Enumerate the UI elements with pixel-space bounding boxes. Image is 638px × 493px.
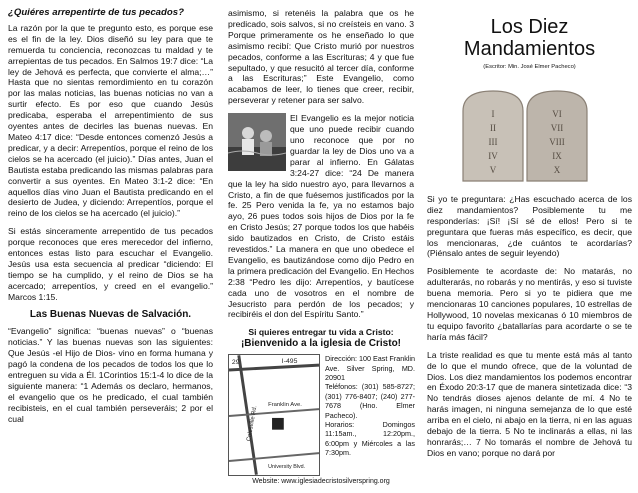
commandments-paragraph: La triste realidad es que tu mente está más al tanto de lo que el mundo ofrece, que de la voluntad de Dios. Los diez mandamientos los podemos encontrar en Éxodo 20:3-17 que de manera sintetizada dice: “3 No tendrás dioses ajenos delante de mí. 4 No te harás imagen, ni ninguna semejanza de lo que esté arriba en el cielo, ni abajo en la tierra, ni en las aguas debajo de la tierra. 5 No te inclinarás a ellas, ni las honrarás;… 7 No tomarás el nombre de Jehová tu Dios en vano; porque no dará por	[427, 349, 632, 458]
intro-question-paragraph: Si yo te preguntara: ¿Has escuchado acerca de los diez mandamientos? Posiblemente tu me responderías: ¡Sí! ¡Sí sé de ellos! Pero si te preguntara que fueras más específico, es decir, que los mencionaras, ¿de cuántos te acordarías? (Piénsalo antes de seguir leyendo)	[427, 193, 632, 259]
church-info	[325, 354, 415, 457]
schedule: Horarios: Domingos 11:15am., 12:20pm., 6:00pm y Miércoles a las 7:30pm.	[325, 420, 415, 458]
column-middle	[228, 8, 414, 488]
gospel-news-paragraph: El Evangelio es la mejor noticia que uno puede recibir cuando uno reconoce que por no guardar la ley de Dios uno va a parar al infierno. En Gálatas 3:24-27 dice: “24 De manera que la ley ha sido nuestro ayo, para llevarnos a Cristo, a fin de que fuésemos justificados por la fe. 25 Pero venida la fe, ya no estamos bajo ayo, 26 pues todos sois hijos de Dios por la fe en Cristo Jesús; 27 porque todos los que habéis sido bautizados en Cristo, de Cristo estáis revestidos.” La manera en que uno obedece el Evangelio, es bautizándose como dijo Pedro en la primera predicación del Evangelio. En Hechos 2:38 “Pedro les dijo: Arrepentíos, y bautícese cada uno de vosotros en el nombre de Jesucristo para perdón de los pecados; y recibiréis el don del Espíritu Santo.”	[228, 113, 414, 320]
church-location-map	[228, 354, 320, 476]
church-marker	[272, 418, 284, 430]
gospel-continuation-paragraph: asimismo, si retenéis la palabra que os he predicado, sois salvos, si no creísteis en vano. 3 Porque primeramente os he enseñado lo que asimismo recibí: Que Cristo murió por nuestros pecados, conforme a las Escrituras; 4 y que fue sepultado, y que resucitó al tercer día, conforme a las Escrituras;” Este Evangelio, como acabamos de leer, lo tienes que creer, recibir, perseverar y retener para ser salvo.	[228, 8, 414, 106]
website-link[interactable]: Website: www.iglesiadecristosilverspring.org	[252, 478, 390, 486]
location-section	[228, 354, 414, 476]
author-subtitle: (Escritor: Min. José Elmer Pacheco)	[483, 64, 576, 70]
rt29-label: 29	[231, 359, 240, 367]
invitation	[228, 327, 414, 350]
university-label: University Blvd.	[268, 464, 306, 471]
tablet-numeral: V	[489, 164, 496, 175]
address: Dirección: 100 East Franklin Ave. Silver Spring, MD. 20901	[325, 354, 415, 382]
tablet-numeral: VIII	[548, 136, 565, 147]
tablet-numeral: IX	[551, 150, 562, 161]
i495-label: I-495	[281, 358, 298, 366]
good-news-heading: Las Buenas Nuevas de Salvación.	[29, 308, 192, 320]
tablet-numeral: II	[489, 122, 496, 133]
column-left	[8, 8, 213, 432]
baptism-photo	[228, 113, 286, 171]
invitation-line: Si quieres entregar tu vida a Cristo:	[248, 327, 394, 338]
tablet-numeral: X	[553, 164, 560, 175]
memory-paragraph: Posiblemente te acordaste de: No matarás, no adulterarás, no robarás y no mentirás, y eso si tuviste buena memoria. Pero si yo te pidiera que me mencionaras 10 canciones populares, 10 estrellas de Hollywood, 10 novelas mexicanas ó 10 miembros de tu equipo favorito ¿batallarías para acordarte o se te haría más fácil?	[427, 266, 632, 342]
tablet-numeral: VII	[550, 122, 563, 133]
good-news-paragraph: “Evangelio” significa: “buenas nuevas” o “buenas noticias.” Y las buenas nuevas son las siguientes: Que Jesús -el Hijo de Dios- vino en forma humana y pagó la condena de los pecados de todos los que lo entreguen su vida a Él. 1Corintios 15:1-4 lo dice de la siguiente manera: “1 Además os declaro, hermanos, el evangelio que os he predicado, el cual también recibisteis, en el cual también perseveráis; 2 por el cual	[8, 326, 213, 424]
welcome-line: ¡Bienvenido a la iglesia de Cristo!	[240, 338, 402, 350]
repentance-paragraph: La razón por la que te pregunto esto, es porque ese es el fin de la ley. Dios diseñó su ley para que te remuerda tu conciencia, reconozcas tu maldad y te arrepientas de tus pecados. En Salmos 19:7 dice: “La ley de Jehová es perfecta, que convierte el alma;…” Hasta que no sientas remordimiento en tu corazón por las malas noticias, las buenas noticias no van a surtir efecto. Es por eso que cuando Jesús predicaba, esperaba el arrepentimiento de sus oyentes antes de decirles las buenas nuevas. En Mateo 4:17 dice: “Desde entonces comenzó Jesús a predicar, y a decir: Arrepentíos, porque el reino de los cielos se ha acercado (el juicio).” Días antes, Juan el Bautista estaba predicando las mismas palabras para convertir a sus oyentes. En Mateo 3:1-2 dice: “En aquellos días vino Juan el Bautista predicando en el desierto de Judea, y diciendo: Arrepentíos, porque el reino de los cielos se ha acercado (el juicio).”	[8, 22, 213, 219]
column-right	[427, 8, 632, 466]
sincere-repentance-paragraph: Si estás sinceramente arrepentido de tus pecados porque reconoces que eres merecedor del infierno, entonces estas listo para escuchar el Evangelio. Jesús usa esta secuencia al predicar “diciendo: El tiempo se ha cumplido, y el reino de Dios se ha acercado; arrepentíos, y creed en el evangelio.” Marcos 1:15.	[8, 226, 213, 302]
title: Los Diez Mandamientos	[463, 16, 596, 60]
phones: Teléfonos: (301) 585-8727; (301) 776-8407; (240) 277-7678 (Hno. Elmer Pacheco).	[325, 382, 415, 420]
tablet-numeral: III	[488, 136, 497, 147]
colesville-label: Colesville Rd.	[246, 405, 259, 442]
stone-tablets-image	[455, 87, 605, 182]
tablet-numeral: VI	[551, 108, 562, 119]
tablet-numeral: IV	[487, 150, 498, 161]
franklin-label: Franklin Ave.	[268, 402, 302, 409]
tablet-numeral: I	[491, 108, 494, 119]
repentance-heading: ¿Quiéres arrepentirte de tus pecados?	[8, 7, 184, 18]
